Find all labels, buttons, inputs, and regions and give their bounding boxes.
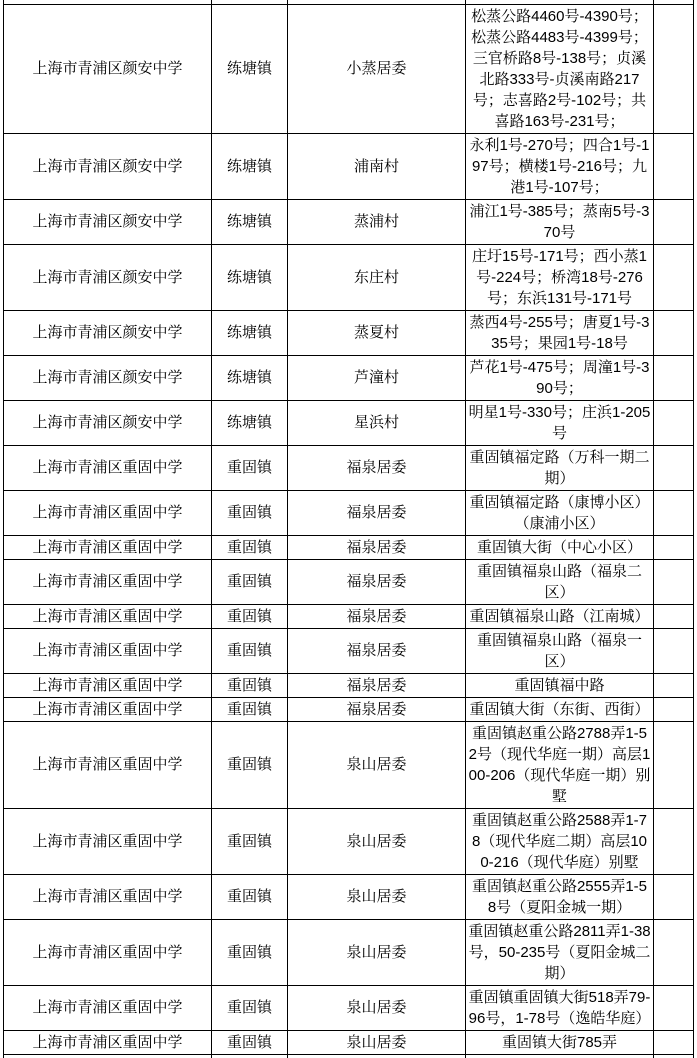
town-cell: 练塘镇: [212, 244, 288, 310]
table-row: [4, 400, 694, 445]
address-table: [3, 0, 694, 1058]
town-cell: 练塘镇: [212, 400, 288, 445]
school-cell: 上海市青浦区重固中学: [4, 535, 212, 559]
table-row: [4, 1030, 694, 1054]
table-row: [4, 244, 694, 310]
address-cell: 重固镇赵重公路2788弄1-52号（现代华庭一期）高层100-206（现代华庭一期）别墅: [466, 721, 654, 808]
school-cell: 上海市青浦区重固中学: [4, 628, 212, 673]
table-row: [4, 4, 694, 133]
town-cell: 练塘镇: [212, 199, 288, 244]
extra-cell: [654, 310, 694, 355]
extra-cell: [654, 1030, 694, 1054]
school-cell: 上海市青浦区颜安中学: [4, 400, 212, 445]
empty-cell: [212, 1054, 288, 1058]
town-cell: 重固镇: [212, 490, 288, 535]
extra-cell: [654, 874, 694, 919]
table-row: [4, 604, 694, 628]
town-cell: 练塘镇: [212, 355, 288, 400]
village-cell: 福泉居委: [288, 628, 466, 673]
school-cell: 上海市青浦区颜安中学: [4, 310, 212, 355]
town-cell: 重固镇: [212, 808, 288, 874]
school-cell: 上海市青浦区重固中学: [4, 919, 212, 985]
address-cell: 重固镇大街（中心小区）: [466, 535, 654, 559]
address-cell: 重固镇重固镇大街518弄79-96号，1-78号（逸皓华庭）: [466, 985, 654, 1030]
village-cell: 星浜村: [288, 400, 466, 445]
town-cell: 练塘镇: [212, 133, 288, 199]
school-cell: 上海市青浦区重固中学: [4, 490, 212, 535]
town-cell: 重固镇: [212, 559, 288, 604]
address-cell: 重固镇福泉山路（福泉一区）: [466, 628, 654, 673]
village-cell: 福泉居委: [288, 604, 466, 628]
extra-cell: [654, 808, 694, 874]
village-cell: 泉山居委: [288, 1030, 466, 1054]
town-cell: 重固镇: [212, 919, 288, 985]
extra-cell: [654, 199, 694, 244]
table-row: [4, 355, 694, 400]
address-cell: 明星1号-330号；庄浜1-205号: [466, 400, 654, 445]
school-cell: 上海市青浦区重固中学: [4, 673, 212, 697]
address-cell: 庄圩15号-171号；西小蒸1号-224号；桥湾18号-276号；东浜131号-171号: [466, 244, 654, 310]
school-cell: 上海市青浦区重固中学: [4, 808, 212, 874]
town-cell: 重固镇: [212, 874, 288, 919]
table-body: [4, 0, 694, 1058]
extra-cell: [654, 673, 694, 697]
village-cell: 福泉居委: [288, 490, 466, 535]
school-cell: 上海市青浦区重固中学: [4, 721, 212, 808]
extra-cell: [654, 133, 694, 199]
village-cell: 福泉居委: [288, 535, 466, 559]
village-cell: 小蒸居委: [288, 4, 466, 133]
town-cell: 重固镇: [212, 721, 288, 808]
school-cell: 上海市青浦区重固中学: [4, 559, 212, 604]
village-cell: 东庄村: [288, 244, 466, 310]
extra-cell: [654, 919, 694, 985]
table-row: [4, 673, 694, 697]
school-cell: 上海市青浦区颜安中学: [4, 4, 212, 133]
town-cell: 重固镇: [212, 604, 288, 628]
village-cell: 福泉居委: [288, 559, 466, 604]
table-row: [4, 199, 694, 244]
table-row: [4, 985, 694, 1030]
school-cell: 上海市青浦区重固中学: [4, 604, 212, 628]
extra-cell: [654, 445, 694, 490]
table-row: [4, 559, 694, 604]
address-cell: 重固镇赵重公路2811弄1-38号，50-235号（夏阳金城二期）: [466, 919, 654, 985]
address-cell: 重固镇赵重公路2588弄1-78（现代华庭二期）高层100-216（现代华庭）别墅: [466, 808, 654, 874]
table-row: [4, 874, 694, 919]
town-cell: 重固镇: [212, 535, 288, 559]
empty-cell: [466, 1054, 654, 1058]
extra-cell: [654, 559, 694, 604]
address-cell: 重固镇大街（东街、西街）: [466, 697, 654, 721]
school-cell: 上海市青浦区重固中学: [4, 697, 212, 721]
cropped-row-bottom: [4, 1054, 694, 1058]
village-cell: 泉山居委: [288, 874, 466, 919]
village-cell: 福泉居委: [288, 673, 466, 697]
village-cell: 蒸浦村: [288, 199, 466, 244]
address-cell: 重固镇福定路（康博小区）（康浦小区）: [466, 490, 654, 535]
address-cell: 重固镇福泉山路（江南城）: [466, 604, 654, 628]
village-cell: 泉山居委: [288, 919, 466, 985]
extra-cell: [654, 400, 694, 445]
table-row: [4, 310, 694, 355]
address-cell: 重固镇福泉山路（福泉二区）: [466, 559, 654, 604]
village-cell: 浦南村: [288, 133, 466, 199]
table-row: [4, 490, 694, 535]
address-cell: 浦江1号-385号；蒸南5号-370号: [466, 199, 654, 244]
table-row: [4, 697, 694, 721]
extra-cell: [654, 985, 694, 1030]
village-cell: 福泉居委: [288, 697, 466, 721]
school-cell: 上海市青浦区重固中学: [4, 985, 212, 1030]
table-row: [4, 133, 694, 199]
village-cell: 泉山居委: [288, 808, 466, 874]
town-cell: 重固镇: [212, 985, 288, 1030]
extra-cell: [654, 355, 694, 400]
address-cell: 永利1号-270号；四合1号-197号；横楼1号-216号；九港1号-107号；: [466, 133, 654, 199]
empty-cell: [4, 1054, 212, 1058]
school-cell: 上海市青浦区重固中学: [4, 874, 212, 919]
village-cell: 福泉居委: [288, 445, 466, 490]
table-row: [4, 808, 694, 874]
town-cell: 重固镇: [212, 697, 288, 721]
school-cell: 上海市青浦区颜安中学: [4, 355, 212, 400]
extra-cell: [654, 490, 694, 535]
village-cell: 泉山居委: [288, 721, 466, 808]
school-cell: 上海市青浦区重固中学: [4, 445, 212, 490]
address-cell: 重固镇福中路: [466, 673, 654, 697]
table-row: [4, 535, 694, 559]
address-cell: 重固镇大街785弄: [466, 1030, 654, 1054]
extra-cell: [654, 535, 694, 559]
address-cell: 芦花1号-475号；周潼1号-390号；: [466, 355, 654, 400]
school-cell: 上海市青浦区颜安中学: [4, 133, 212, 199]
table-row: [4, 919, 694, 985]
extra-cell: [654, 721, 694, 808]
address-cell: 重固镇赵重公路2555弄1-58号（夏阳金城一期）: [466, 874, 654, 919]
town-cell: 重固镇: [212, 673, 288, 697]
town-cell: 重固镇: [212, 445, 288, 490]
address-cell: 重固镇福定路（万科一期二期）: [466, 445, 654, 490]
address-cell: 蒸西4号-255号；唐夏1号-335号；果园1号-18号: [466, 310, 654, 355]
town-cell: 练塘镇: [212, 310, 288, 355]
village-cell: 蒸夏村: [288, 310, 466, 355]
address-cell: 松蒸公路4460号-4390号；松蒸公路4483号-4399号；三官桥路8号-138号；贞溪北路333号-贞溪南路217号；志喜路2号-102号；共喜路163号-231号；: [466, 4, 654, 133]
extra-cell: [654, 628, 694, 673]
school-cell: 上海市青浦区重固中学: [4, 1030, 212, 1054]
extra-cell: [654, 244, 694, 310]
village-cell: 芦潼村: [288, 355, 466, 400]
table-row: [4, 445, 694, 490]
school-cell: 上海市青浦区颜安中学: [4, 199, 212, 244]
extra-cell: [654, 4, 694, 133]
town-cell: 重固镇: [212, 1030, 288, 1054]
village-cell: 泉山居委: [288, 985, 466, 1030]
empty-cell: [654, 1054, 694, 1058]
extra-cell: [654, 697, 694, 721]
extra-cell: [654, 604, 694, 628]
table-row: [4, 628, 694, 673]
table-row: [4, 721, 694, 808]
school-cell: 上海市青浦区颜安中学: [4, 244, 212, 310]
empty-cell: [288, 1054, 466, 1058]
town-cell: 练塘镇: [212, 4, 288, 133]
town-cell: 重固镇: [212, 628, 288, 673]
